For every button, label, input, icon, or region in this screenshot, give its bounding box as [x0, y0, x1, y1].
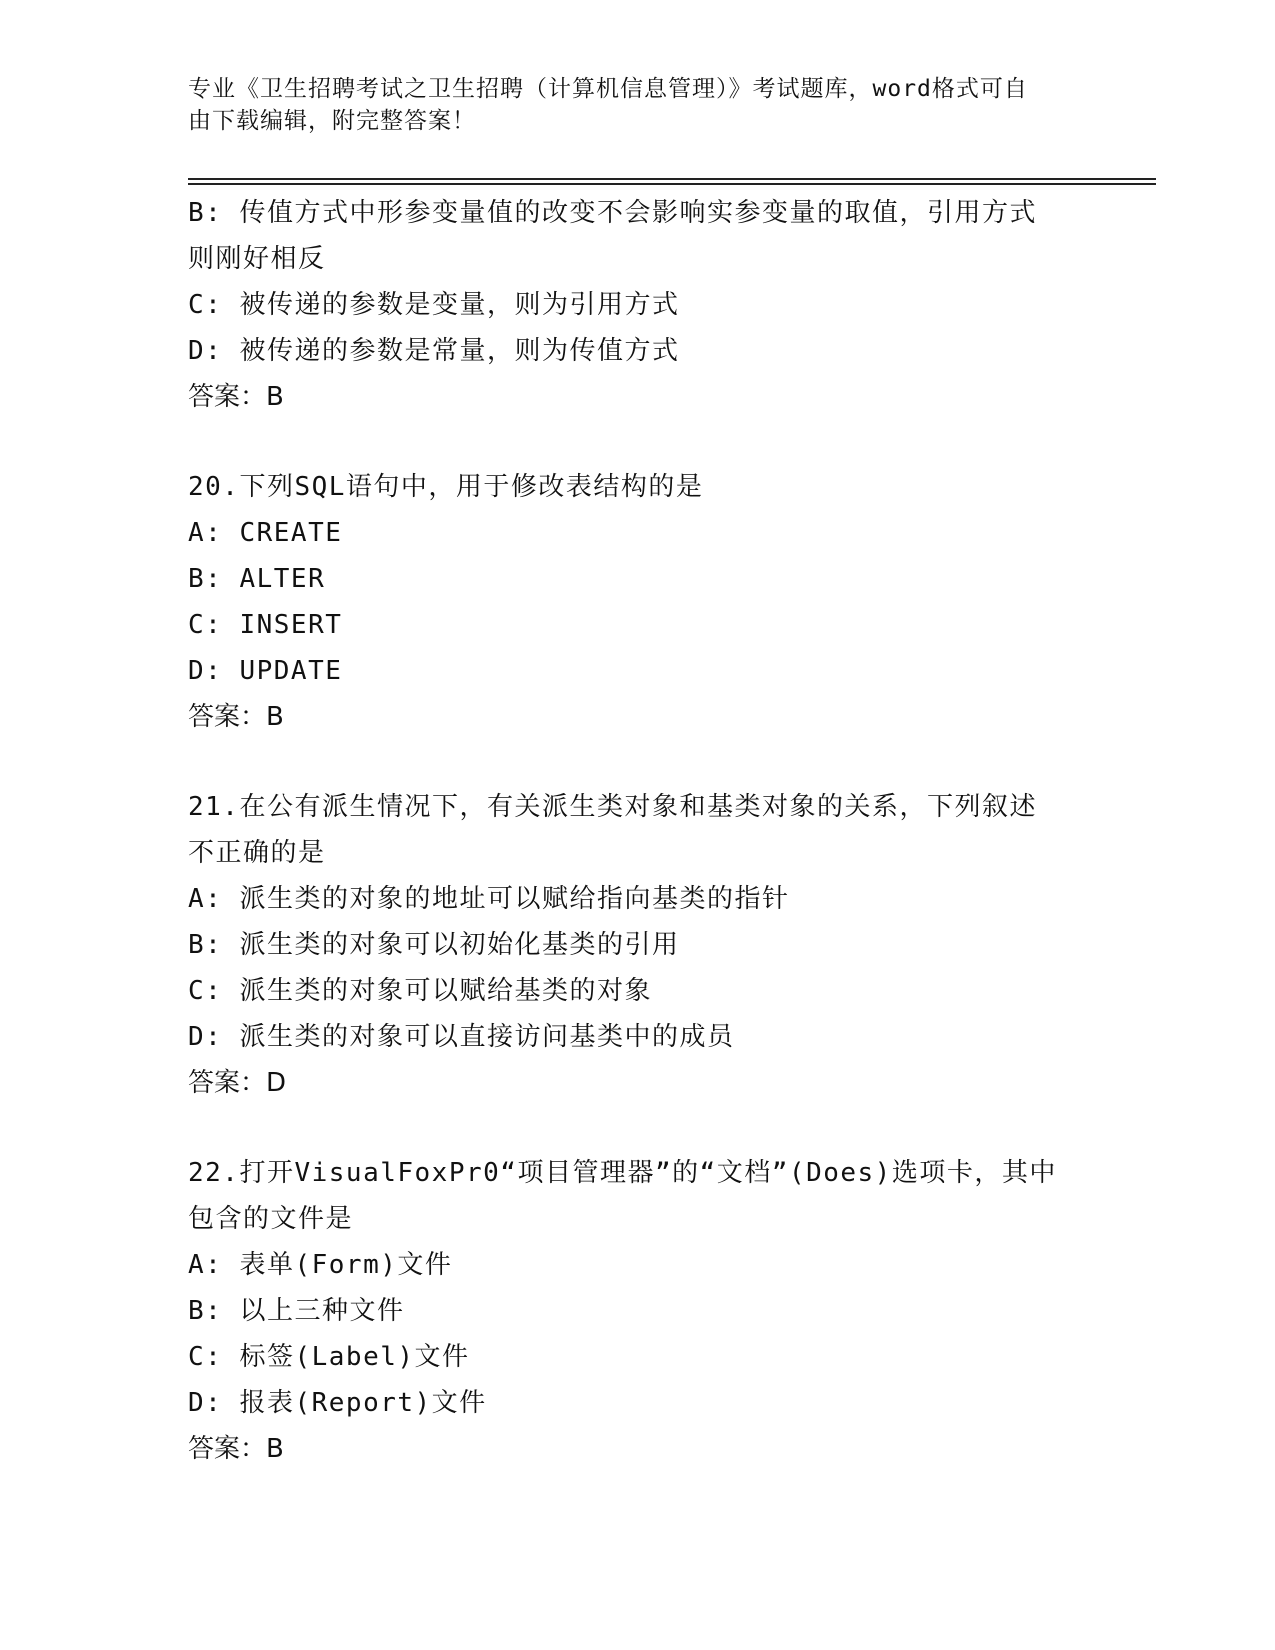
option-c: C: INSERT: [188, 610, 343, 640]
option-d: D: 被传递的参数是常量，则为传值方式: [188, 336, 680, 366]
header-divider-bottom: [188, 183, 1156, 185]
question-20: [188, 464, 1088, 740]
option-a: A: 表单(Form)文件: [188, 1250, 453, 1280]
option-b: B: ALTER: [188, 564, 326, 594]
option-c: C: 派生类的对象可以赋给基类的对象: [188, 976, 652, 1006]
option-b-line-1: B: 传值方式中形参变量值的改变不会影响实参变量的取值，引用方式: [188, 198, 1037, 228]
option-b: B: 以上三种文件: [188, 1296, 405, 1326]
option-a: A: 派生类的对象的地址可以赋给指向基类的指针: [188, 884, 790, 914]
question-stem-line-1: 22.打开VisualFoxPr0“项目管理器”的“文档”(Does)选项卡，其中: [188, 1158, 1057, 1188]
option-b-line-2: 则刚好相反: [188, 244, 326, 274]
header-text-line-2: 由下载编辑，附完整答案！: [188, 108, 476, 134]
option-d: D: 报表(Report)文件: [188, 1388, 487, 1418]
answer-label: 答案：B: [188, 382, 284, 412]
answer-label: 答案：B: [188, 702, 284, 732]
option-d: D: 派生类的对象可以直接访问基类中的成员: [188, 1022, 735, 1052]
question-21: [188, 784, 1088, 1106]
option-a: A: CREATE: [188, 518, 343, 548]
question-stem-line-2: 包含的文件是: [188, 1204, 354, 1234]
document-header: [188, 73, 1088, 137]
spacer: [188, 1106, 1088, 1150]
question-stem-line-2: 不正确的是: [188, 838, 326, 868]
question-stem: 20.下列SQL语句中，用于修改表结构的是: [188, 472, 704, 502]
spacer: [188, 420, 1088, 464]
option-d: D: UPDATE: [188, 656, 343, 686]
question-list: [188, 190, 1088, 1472]
header-text-line-1: 专业《卫生招聘考试之卫生招聘（计算机信息管理）》考试题库，word格式可自: [188, 76, 1028, 102]
question-22: [188, 1150, 1088, 1472]
spacer: [188, 740, 1088, 784]
answer-label: 答案：B: [188, 1434, 284, 1464]
question-19-continued: [188, 190, 1088, 420]
question-stem-line-1: 21.在公有派生情况下，有关派生类对象和基类对象的关系，下列叙述: [188, 792, 1037, 822]
option-b: B: 派生类的对象可以初始化基类的引用: [188, 930, 680, 960]
header-divider-top: [188, 178, 1156, 180]
option-c: C: 标签(Label)文件: [188, 1342, 470, 1372]
option-c: C: 被传递的参数是变量，则为引用方式: [188, 290, 680, 320]
answer-label: 答案：D: [188, 1068, 287, 1098]
